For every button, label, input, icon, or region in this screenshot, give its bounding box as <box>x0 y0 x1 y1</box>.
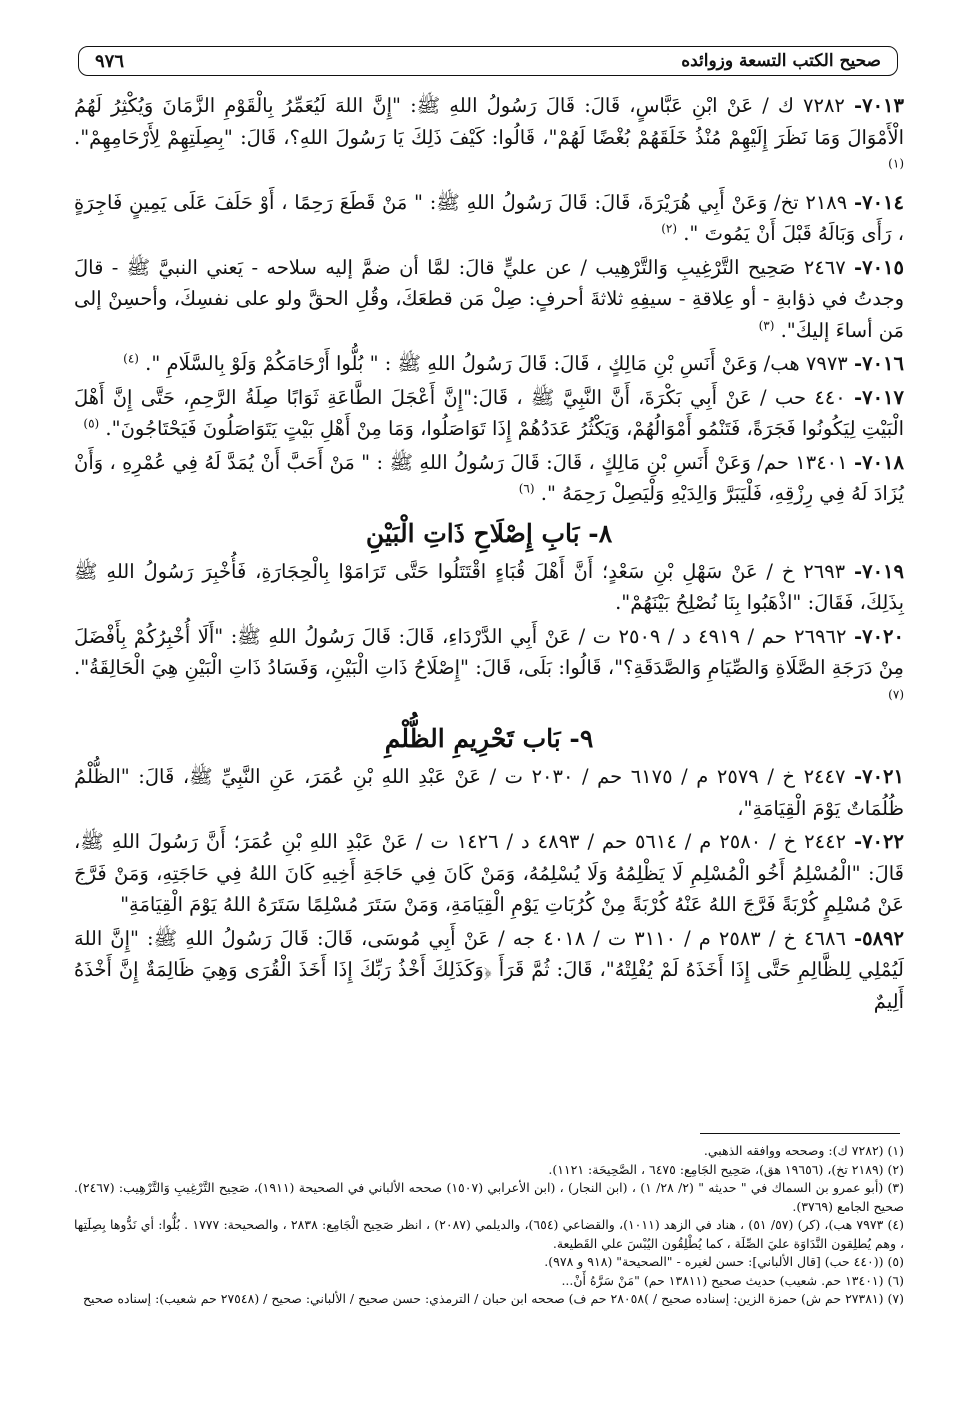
hadith-entry <box>74 90 904 185</box>
hadith-entry <box>74 621 904 716</box>
hadith-number: ٧٠٢١- <box>854 765 905 788</box>
hadith-text: ٢٤٤٢ خ / ٢٥٨٠ م / ٥٦١٤ حم / ٤٨٩٣ د / ١٤٢٦ ت / عَنْ عَبْدِ اللهِ بْنِ عُمَرَ؛ أَنَّ رَسُولَ اللهِ ﷺ، قَالَ: "الْمُسْلِمُ أَخُو الْمُسْلِمِ لَا يَظْلِمُهُ وَلَا يُسْلِمُهُ، وَمَنْ كَانَ فِي حَاجَةِ أَخِيهِ كَانَ اللهُ فِي حَاجَتِهِ، وَمَنْ فَرَّجَ عَنْ مُسْلِمٍ كُرْبَةً فَرَّجَ اللهُ عَنْهُ كُرْبَةً مِنْ كُرُبَاتِ يَوْمِ الْقِيَامَةِ، وَمَنْ سَتَرَ مُسْلِمًا سَتَرَهُ اللهُ يَوْمَ الْقِيَامَةِ" <box>74 830 904 916</box>
footnote: (٦) (١٣٤٠١ حم. شعيب) حديث صحيح (١٣٨١١ حم) "مَنْ سَرَّهُ أَنْ... <box>561 1272 904 1288</box>
hadith-number: ٧٠١٦- <box>854 352 904 375</box>
page-header <box>78 46 898 76</box>
hadith-entry <box>74 556 904 619</box>
hadith-text: ٤٤٠ حب / عَنْ أَبِي بَكْرَةَ، أَنَّ النَّبِيَّ ﷺ ، قَالَ:"إِنَّ أَعْجَلَ الطَّاعَةِ ثَوَابًا صِلَةُ الرَّحِمِ، حَتَّى إِنَّ أَهْلَ الْبَيْتِ لِيَكُونُوا فَجَرَةً، فَتَنْمُو أَمْوَالُهُمْ، وَيَكْثُرُ عَدَدُهُمْ إِذَا تَوَاصَلُوا، وَمَا مِنْ أَهْلِ بَيْتٍ يَتَوَاصَلُونَ فَيَحْتَاجُونَ". <box>74 385 904 440</box>
hadith-text: ٢٦٩٣ خ / عَنْ سَهْلِ بْنِ سَعْدٍ؛ أَنَّ أَهْلَ قُبَاءٍ اقْتَتَلُوا حَتَّى تَرَامَوْا بِالْحِجَارَةِ، فَأُخْبِرَ رَسُولُ اللهِ ﷺ بِذَلِكَ، فَقَالَ: "اذْهَبُوا بِنَا نُصْلِحُ بَيْنَهُمْ". <box>74 559 904 614</box>
hadith-text: ٧٩٧٣ هب/ وَعَنْ أَنَسِ بْنِ مَالِكٍ ، قَالَ: قَالَ رَسُولُ اللهِ ﷺ : " بُلُّوا أَرْحَامَكُمْ وَلَوْ بِالسَّلَامِ ". <box>145 352 848 375</box>
footnote: (٥) ((٤٤٠ حب) [قال الألباني]: حسن لغيره - "الصحيحة" (٩١٨ و ٩٧٨). <box>544 1254 904 1269</box>
chapter-heading: ٩- بَاب تَحْرِيمِ الظُّلْمِ <box>384 724 594 753</box>
hadith-entry <box>74 761 904 824</box>
chapter-heading: ٨- بَابِ إِصْلَاحِ ذَاتِ الْبَيْنِ <box>365 518 613 548</box>
hadith-entry <box>74 382 904 445</box>
hadith-text: ٢٦٩٦٢ حم / ٤٩١٩ د / ٢٥٠٩ ت / عَنْ أَبِي الدَّرْدَاءِ، قَالَ: قَالَ رَسُولُ اللهِ ﷺ: "أَلَا أُخْبِرُكُمْ بِأَفْضَلَ مِنْ دَرَجَةِ الصَّلَاةِ وَالصِّيَامِ وَالصَّدَقَةِ؟"، قَالُوا: بَلَى، قَالَ: "إِصْلَاحُ ذَاتِ الْبَيْنِ، وَفَسَادُ ذَاتِ الْبَيْنِ هِيَ الْحَالِقَةُ". <box>74 624 904 679</box>
footnote-marker[interactable]: (٣) <box>758 318 775 332</box>
page-body <box>74 90 904 1019</box>
hadith-text: ١٣٤٠١ حم/ وَعَنْ أَنَسِ بْنِ مَالِكٍ ، قَالَ: قَالَ رَسُولُ اللهِ ﷺ : " مَنْ أَحَبَّ أَنْ يُمَدَّ لَهُ فِي عُمْرِهِ ، وَأَنْ يُزَادَ لَهُ فِي رِزْقِهِ، فَلْيَبَرَّ وَالِدَيْهِ وَلْيَصِلْ رَحِمَهُ ". <box>74 450 904 505</box>
hadith-number: ٧٠١٨- <box>854 450 905 474</box>
footnote-marker[interactable]: (١) <box>888 156 904 171</box>
hadith-number: ٥٨٩٢- <box>854 926 904 950</box>
footnote: (٤) ٧٩٧٣ هب)، (كر) (٥٧/ ٥١) ، هناد في الزهد (١٠١١)، والقضاعي (٦٥٤)، والديلمي (٢٠٨٧) ، انظر صَحِيح الْجَامِع: ٢٨٣٨ ، والصحيحة: ١٧٧٧ . بُلُّوا: أي نَدُّوها بِصِلَتِها ، وهم يُطلِقون النَّدَاوَة عليَ الصِّلَة ، كما يُطْلِقُون اليُبْسَ علي القَطيعة. <box>74 1217 904 1251</box>
footnote-marker[interactable]: (٤) <box>123 351 139 366</box>
hadith-entry <box>74 187 904 250</box>
footnote-marker[interactable]: (٧) <box>888 687 904 701</box>
hadith-text: ٢٤٤٧ خ / ٢٥٧٩ م / ٦١٧٥ حم / ٢٠٣٠ ت / عَنْ عَبْدِ اللهِ بْنِ عُمَرَ، عَنِ النَّبِيِّ ﷺ، قَالَ: "الظُّلْمُ ظُلُمَاتٌ يَوْمَ الْقِيَامَةِ"، <box>74 765 904 820</box>
hadith-number: ٧٠١٧- <box>854 385 904 409</box>
hadith-text: ٤٦٨٦ خ / ٢٥٨٣ م / ٣١١٠ ت / ٤٠١٨ جه / عَنْ أَبِي مُوسَى، قَالَ: قَالَ رَسُولُ اللهِ ﷺ: "إِنَّ اللهَ لَيُمْلِي لِلظَّالِمِ حَتَّى إِذَا أَخَذَهُ لَمْ يُفْلِتْهُ"، قَالَ: ثُمَّ قَرَأَ ﴿وَكَذَلِكَ أَخْذُ رَبِّكَ إِذَا أَخَذَ الْقُرَى وَهِيَ ظَالِمَةٌ إِنَّ أَخْذَهُ أَلِيمٌ <box>74 926 904 1013</box>
footnote-marker[interactable]: (٢) <box>661 221 678 236</box>
footnote-marker[interactable]: (٦) <box>518 481 535 496</box>
footnote: (٢) (٢١٨٩ تخ)، (١٩٦٥٦ هق)، صَحِيح الجَامِع: ٦٤٧٥ ، الصَّحِيحَة: ١١٢١). <box>548 1161 904 1177</box>
hadith-text: ٢١٨٩ تخ/ وَعَنْ أَبِي هُرَيْرَةَ، قَالَ: قَالَ رَسُولُ اللهِ ﷺ: " مَنْ قَطَعَ رَحِمًا ، أَوْ حَلَفَ عَلَى يَمِينٍ فَاجِرَةٍ ، رَأَى وَبَالَهُ قَبْلَ أَنْ يَمُوتَ ". <box>74 190 904 245</box>
hadith-number: ٧٠٢٢- <box>853 830 904 853</box>
hadith-entry <box>74 923 904 1018</box>
page-number: ٩٧٦ <box>95 50 125 72</box>
hadith-number: ٧٠١٩- <box>854 559 905 583</box>
hadith-entry <box>74 826 904 921</box>
hadith-number: ٧٠١٤- <box>854 190 904 214</box>
hadith-number: ٧٠١٣- <box>854 94 904 117</box>
footnote: (١) (٧٢٨٢ ك): وصححه ووافقه الذهبي. <box>703 1143 904 1158</box>
hadith-entry <box>74 252 904 347</box>
hadith-text: ٢٤٦٧ صَحِيح التَّرْغِيبِ وَالتَّرْهِيب / عن عليٍّ قالَ: لمَّا أن ضمَّ إليه سلاحه - يَعني النبيَّ ﷺ - قالَ وجدتُ في ذؤابةِ - أو عِلاقةِ - سيفِهِ ثلاثةَ أحرفٍ: صِلْ مَن قطعَكَ، وقُلِ الحقَّ ولو على نفسِكَ، وأحسِنْ إلى مَن أساءَ إليكَ". <box>74 255 904 342</box>
footnote: (٧) (٢٧٣٨١ حم ش) حمزة الزين: إسناده صحيح / )٢٨٠٥٨ حم ف) صححه ابن حبان / الترمذي: حسن صحيح / الألباني: صحيح / (٢٧٥٤٨ حم شعيب): إسناده صحيح <box>82 1291 904 1306</box>
hadith-number: ٧٠١٥- <box>854 255 905 279</box>
book-title: صحيح الكتب التسعة وزوائده <box>681 51 881 71</box>
footnote-divider <box>700 1133 900 1134</box>
hadith-entry <box>74 348 904 380</box>
footnote-marker[interactable]: (٥) <box>83 416 100 431</box>
footnote: (٣) (أبو عمرو بن السماك في " حديثه " (٢/ ٢٨/ ١) ، (ابن النجار) ، (ابن الأعرابي (١٥٠٧) صححه الألباني في الصحيحة (١٩١١)، صَحِيح التَّرْغِيبِ وَالتَّرْهِيب: (٢٤٦٧). صحيح الجامع (٣٧٦٩). <box>74 1180 905 1214</box>
hadith-entry <box>74 447 904 510</box>
hadith-number: ٧٠٢٠- <box>854 624 904 648</box>
footnotes-section <box>74 1142 904 1309</box>
hadith-text: ٧٢٨٢ ك / عَنْ ابْنِ عَبَّاسٍ، قَالَ: قَالَ رَسُولُ اللهِ ﷺ: "إِنَّ اللهَ لَيُعَمِّرُ بِالْقَوْمِ الزَّمَانَ وَيُكْثِرُ لَهُمُ الْأَمْوَالَ وَمَا نَظَرَ إِلَيْهِمْ مُنْذُ خَلَقَهُمْ بُغْضًا لَهُمْ"، قَالُوا: كَيْفَ ذَلِكَ يَا رَسُولَ اللهِ؟، قَالَ: "بِصِلَتِهِمْ لِأَرْحَامِهِمْ". <box>74 94 904 149</box>
